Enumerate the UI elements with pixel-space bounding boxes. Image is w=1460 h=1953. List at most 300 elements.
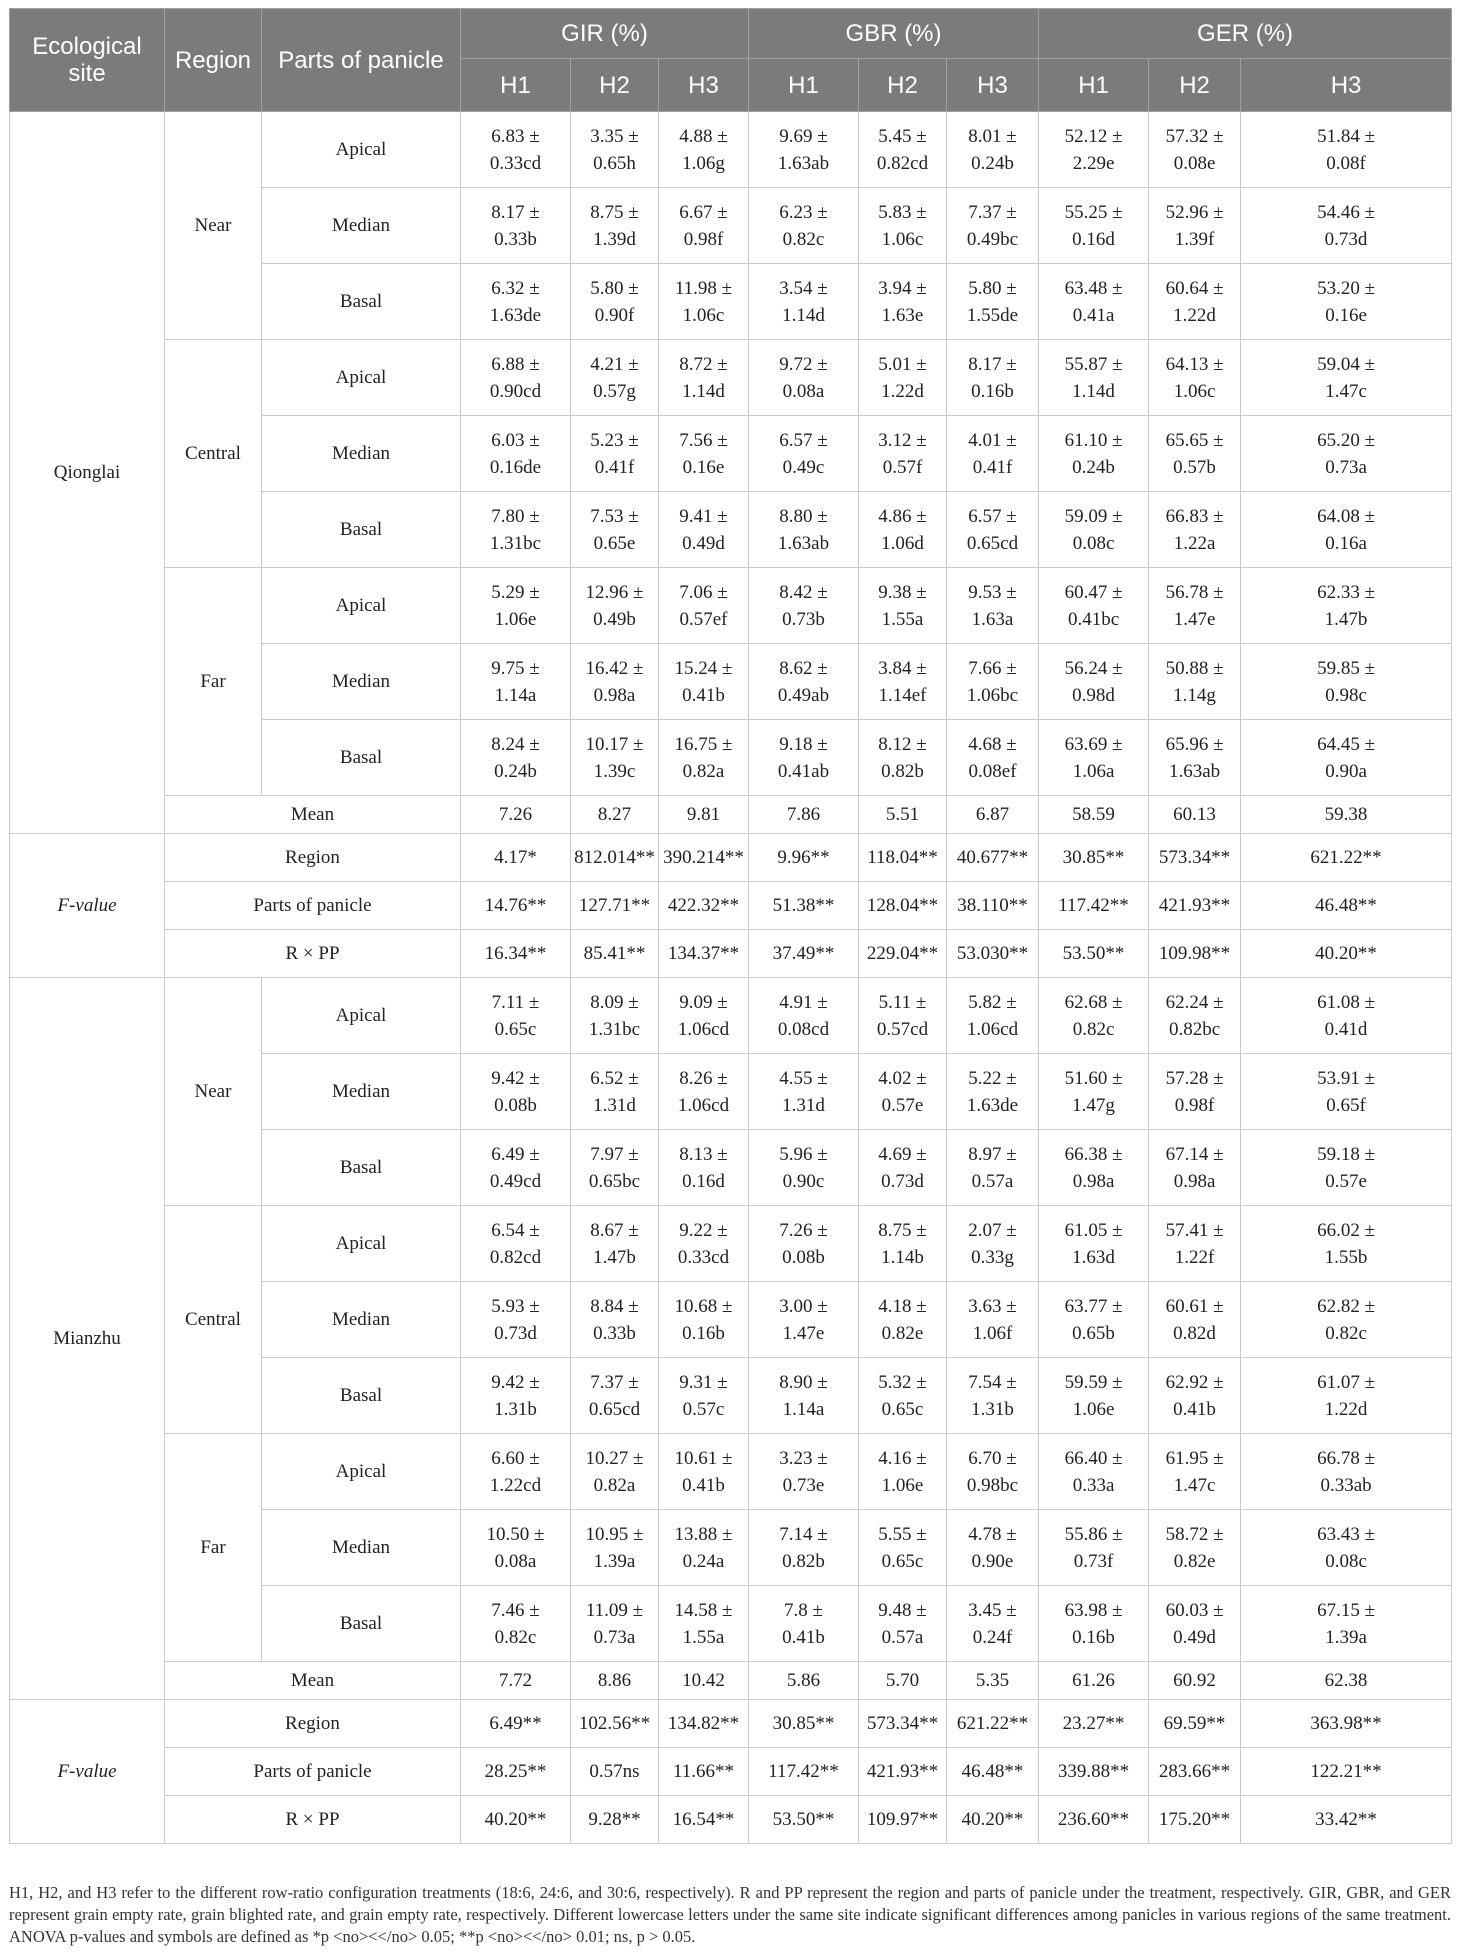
- fvalue-value-cell: 134.37**: [659, 930, 749, 978]
- value-cell: 5.82 ± 1.06cd: [947, 978, 1039, 1054]
- value-cell: 63.48 ± 0.41a: [1039, 264, 1149, 340]
- fvalue-value-cell: 85.41**: [571, 930, 659, 978]
- fvalue-value-cell: 53.030**: [947, 930, 1039, 978]
- value-cell: 5.93 ± 0.73d: [461, 1282, 571, 1358]
- value-cell: 10.61 ± 0.41b: [659, 1434, 749, 1510]
- panicle-part-cell: Apical: [262, 1434, 461, 1510]
- fvalue-factor-cell: Parts of panicle: [165, 1748, 461, 1796]
- value-cell: 4.68 ± 0.08ef: [947, 720, 1039, 796]
- mean-value-cell: 9.81: [659, 796, 749, 834]
- fvalue-value-cell: 117.42**: [1039, 882, 1149, 930]
- fvalue-value-cell: 4.17*: [461, 834, 571, 882]
- value-cell: 4.21 ± 0.57g: [571, 340, 659, 416]
- fvalue-value-cell: 23.27**: [1039, 1700, 1149, 1748]
- value-cell: 5.45 ± 0.82cd: [859, 112, 947, 188]
- value-cell: 7.54 ± 1.31b: [947, 1358, 1039, 1434]
- value-cell: 9.53 ± 1.63a: [947, 568, 1039, 644]
- value-cell: 6.60 ± 1.22cd: [461, 1434, 571, 1510]
- mean-value-cell: 8.27: [571, 796, 659, 834]
- value-cell: 61.05 ± 1.63d: [1039, 1206, 1149, 1282]
- mean-value-cell: 58.59: [1039, 796, 1149, 834]
- value-cell: 8.17 ± 0.33b: [461, 188, 571, 264]
- value-cell: 7.14 ± 0.82b: [749, 1510, 859, 1586]
- value-cell: 8.12 ± 0.82b: [859, 720, 947, 796]
- value-cell: 9.48 ± 0.57a: [859, 1586, 947, 1662]
- region-cell: Central: [165, 340, 262, 568]
- value-cell: 10.50 ± 0.08a: [461, 1510, 571, 1586]
- value-cell: 60.03 ± 0.49d: [1149, 1586, 1241, 1662]
- mean-label-cell: Mean: [165, 1662, 461, 1700]
- value-cell: 50.88 ± 1.14g: [1149, 644, 1241, 720]
- value-cell: 59.04 ± 1.47c: [1241, 340, 1452, 416]
- fvalue-value-cell: 621.22**: [1241, 834, 1452, 882]
- value-cell: 3.54 ± 1.14d: [749, 264, 859, 340]
- value-cell: 4.69 ± 0.73d: [859, 1130, 947, 1206]
- fvalue-value-cell: 339.88**: [1039, 1748, 1149, 1796]
- value-cell: 16.42 ± 0.98a: [571, 644, 659, 720]
- fvalue-value-cell: 573.34**: [1149, 834, 1241, 882]
- value-cell: 3.45 ± 0.24f: [947, 1586, 1039, 1662]
- value-cell: 11.98 ± 1.06c: [659, 264, 749, 340]
- fvalue-value-cell: 390.214**: [659, 834, 749, 882]
- value-cell: 63.43 ± 0.08c: [1241, 1510, 1452, 1586]
- value-cell: 4.01 ± 0.41f: [947, 416, 1039, 492]
- value-cell: 4.02 ± 0.57e: [859, 1054, 947, 1130]
- value-cell: 61.10 ± 0.24b: [1039, 416, 1149, 492]
- value-cell: 4.86 ± 1.06d: [859, 492, 947, 568]
- header-treatment: H1: [749, 59, 859, 112]
- panicle-part-cell: Apical: [262, 978, 461, 1054]
- value-cell: 5.80 ± 1.55de: [947, 264, 1039, 340]
- value-cell: 3.63 ± 1.06f: [947, 1282, 1039, 1358]
- value-cell: 6.52 ± 1.31d: [571, 1054, 659, 1130]
- header-ecological-site: Ecological site: [10, 9, 165, 112]
- header-region: Region: [165, 9, 262, 112]
- value-cell: 55.25 ± 0.16d: [1039, 188, 1149, 264]
- mean-value-cell: 6.87: [947, 796, 1039, 834]
- header-parts-of-panicle: Parts of panicle: [262, 9, 461, 112]
- value-cell: 66.40 ± 0.33a: [1039, 1434, 1149, 1510]
- value-cell: 7.66 ± 1.06bc: [947, 644, 1039, 720]
- panicle-part-cell: Median: [262, 1054, 461, 1130]
- value-cell: 4.16 ± 1.06e: [859, 1434, 947, 1510]
- fvalue-value-cell: 40.20**: [947, 1796, 1039, 1844]
- value-cell: 7.56 ± 0.16e: [659, 416, 749, 492]
- fvalue-value-cell: 51.38**: [749, 882, 859, 930]
- panicle-part-cell: Median: [262, 188, 461, 264]
- value-cell: 64.13 ± 1.06c: [1149, 340, 1241, 416]
- fvalue-value-cell: 421.93**: [859, 1748, 947, 1796]
- value-cell: 9.41 ± 0.49d: [659, 492, 749, 568]
- fvalue-value-cell: 6.49**: [461, 1700, 571, 1748]
- value-cell: 3.00 ± 1.47e: [749, 1282, 859, 1358]
- fvalue-factor-cell: Parts of panicle: [165, 882, 461, 930]
- value-cell: 65.20 ± 0.73a: [1241, 416, 1452, 492]
- value-cell: 12.96 ± 0.49b: [571, 568, 659, 644]
- value-cell: 7.80 ± 1.31bc: [461, 492, 571, 568]
- value-cell: 5.11 ± 0.57cd: [859, 978, 947, 1054]
- header-group-gir: GIR (%): [461, 9, 749, 59]
- fvalue-value-cell: 9.96**: [749, 834, 859, 882]
- panicle-part-cell: Basal: [262, 264, 461, 340]
- value-cell: 8.17 ± 0.16b: [947, 340, 1039, 416]
- mean-value-cell: 60.92: [1149, 1662, 1241, 1700]
- value-cell: 7.06 ± 0.57ef: [659, 568, 749, 644]
- value-cell: 66.38 ± 0.98a: [1039, 1130, 1149, 1206]
- value-cell: 7.97 ± 0.65bc: [571, 1130, 659, 1206]
- fvalue-value-cell: 11.66**: [659, 1748, 749, 1796]
- header-treatment: H3: [947, 59, 1039, 112]
- value-cell: 7.53 ± 0.65e: [571, 492, 659, 568]
- fvalue-value-cell: 16.54**: [659, 1796, 749, 1844]
- mean-value-cell: 59.38: [1241, 796, 1452, 834]
- fvalue-value-cell: 40.677**: [947, 834, 1039, 882]
- panicle-part-cell: Median: [262, 416, 461, 492]
- panicle-part-cell: Basal: [262, 1130, 461, 1206]
- panicle-part-cell: Basal: [262, 720, 461, 796]
- fvalue-value-cell: 363.98**: [1241, 1700, 1452, 1748]
- value-cell: 5.55 ± 0.65c: [859, 1510, 947, 1586]
- fvalue-value-cell: 69.59**: [1149, 1700, 1241, 1748]
- header-group-ger: GER (%): [1039, 9, 1452, 59]
- fvalue-value-cell: 37.49**: [749, 930, 859, 978]
- value-cell: 3.84 ± 1.14ef: [859, 644, 947, 720]
- value-cell: 6.57 ± 0.49c: [749, 416, 859, 492]
- fvalue-value-cell: 128.04**: [859, 882, 947, 930]
- mean-value-cell: 62.38: [1241, 1662, 1452, 1700]
- region-cell: Far: [165, 568, 262, 796]
- fvalue-label-cell: F-value: [10, 1700, 165, 1844]
- value-cell: 54.46 ± 0.73d: [1241, 188, 1452, 264]
- fvalue-value-cell: 127.71**: [571, 882, 659, 930]
- value-cell: 8.75 ± 1.39d: [571, 188, 659, 264]
- value-cell: 66.78 ± 0.33ab: [1241, 1434, 1452, 1510]
- value-cell: 62.92 ± 0.41b: [1149, 1358, 1241, 1434]
- mean-value-cell: 10.42: [659, 1662, 749, 1700]
- value-cell: 14.58 ± 1.55a: [659, 1586, 749, 1662]
- fvalue-factor-cell: R × PP: [165, 930, 461, 978]
- value-cell: 66.83 ± 1.22a: [1149, 492, 1241, 568]
- value-cell: 52.96 ± 1.39f: [1149, 188, 1241, 264]
- value-cell: 10.17 ± 1.39c: [571, 720, 659, 796]
- fvalue-value-cell: 0.57ns: [571, 1748, 659, 1796]
- value-cell: 62.82 ± 0.82c: [1241, 1282, 1452, 1358]
- value-cell: 61.07 ± 1.22d: [1241, 1358, 1452, 1434]
- value-cell: 9.42 ± 1.31b: [461, 1358, 571, 1434]
- mean-value-cell: 7.86: [749, 796, 859, 834]
- fvalue-row: [10, 1700, 1452, 1748]
- fvalue-value-cell: 30.85**: [749, 1700, 859, 1748]
- value-cell: 59.18 ± 0.57e: [1241, 1130, 1452, 1206]
- mean-value-cell: 5.70: [859, 1662, 947, 1700]
- value-cell: 4.88 ± 1.06g: [659, 112, 749, 188]
- fvalue-value-cell: 175.20**: [1149, 1796, 1241, 1844]
- fvalue-value-cell: 16.34**: [461, 930, 571, 978]
- value-cell: 8.13 ± 0.16d: [659, 1130, 749, 1206]
- table-row: [10, 340, 1452, 416]
- fvalue-value-cell: 40.20**: [1241, 930, 1452, 978]
- header-group-gbr: GBR (%): [749, 9, 1039, 59]
- mean-row: [10, 1662, 1452, 1700]
- value-cell: 59.59 ± 1.06e: [1039, 1358, 1149, 1434]
- fvalue-value-cell: 118.04**: [859, 834, 947, 882]
- site-name-cell: Qionglai: [10, 112, 165, 834]
- fvalue-value-cell: 38.110**: [947, 882, 1039, 930]
- value-cell: 11.09 ± 0.73a: [571, 1586, 659, 1662]
- region-cell: Far: [165, 1434, 262, 1662]
- value-cell: 6.23 ± 0.82c: [749, 188, 859, 264]
- value-cell: 6.32 ± 1.63de: [461, 264, 571, 340]
- header-treatment: H2: [571, 59, 659, 112]
- fvalue-factor-cell: Region: [165, 1700, 461, 1748]
- panicle-part-cell: Basal: [262, 492, 461, 568]
- value-cell: 6.88 ± 0.90cd: [461, 340, 571, 416]
- value-cell: 9.42 ± 0.08b: [461, 1054, 571, 1130]
- fvalue-value-cell: 30.85**: [1039, 834, 1149, 882]
- fvalue-value-cell: 53.50**: [1039, 930, 1149, 978]
- fvalue-row: [10, 834, 1452, 882]
- value-cell: 8.26 ± 1.06cd: [659, 1054, 749, 1130]
- value-cell: 5.23 ± 0.41f: [571, 416, 659, 492]
- value-cell: 6.54 ± 0.82cd: [461, 1206, 571, 1282]
- fvalue-value-cell: 9.28**: [571, 1796, 659, 1844]
- fvalue-value-cell: 422.32**: [659, 882, 749, 930]
- value-cell: 10.95 ± 1.39a: [571, 1510, 659, 1586]
- value-cell: 63.98 ± 0.16b: [1039, 1586, 1149, 1662]
- value-cell: 10.27 ± 0.82a: [571, 1434, 659, 1510]
- value-cell: 5.29 ± 1.06e: [461, 568, 571, 644]
- value-cell: 4.91 ± 0.08cd: [749, 978, 859, 1054]
- value-cell: 63.69 ± 1.06a: [1039, 720, 1149, 796]
- fvalue-value-cell: 229.04**: [859, 930, 947, 978]
- value-cell: 8.09 ± 1.31bc: [571, 978, 659, 1054]
- value-cell: 6.70 ± 0.98bc: [947, 1434, 1039, 1510]
- value-cell: 4.18 ± 0.82e: [859, 1282, 947, 1358]
- value-cell: 64.45 ± 0.90a: [1241, 720, 1452, 796]
- value-cell: 56.24 ± 0.98d: [1039, 644, 1149, 720]
- mean-value-cell: 7.26: [461, 796, 571, 834]
- fvalue-label-cell: F-value: [10, 834, 165, 978]
- region-cell: Central: [165, 1206, 262, 1434]
- mean-label-cell: Mean: [165, 796, 461, 834]
- value-cell: 51.84 ± 0.08f: [1241, 112, 1452, 188]
- table-row: [10, 568, 1452, 644]
- value-cell: 58.72 ± 0.82e: [1149, 1510, 1241, 1586]
- value-cell: 5.83 ± 1.06c: [859, 188, 947, 264]
- value-cell: 4.55 ± 1.31d: [749, 1054, 859, 1130]
- region-cell: Near: [165, 112, 262, 340]
- value-cell: 5.01 ± 1.22d: [859, 340, 947, 416]
- fvalue-value-cell: 421.93**: [1149, 882, 1241, 930]
- header-treatment: H1: [461, 59, 571, 112]
- value-cell: 67.15 ± 1.39a: [1241, 1586, 1452, 1662]
- panicle-part-cell: Basal: [262, 1358, 461, 1434]
- value-cell: 57.41 ± 1.22f: [1149, 1206, 1241, 1282]
- fvalue-value-cell: 812.014**: [571, 834, 659, 882]
- value-cell: 59.09 ± 0.08c: [1039, 492, 1149, 568]
- panicle-part-cell: Median: [262, 1282, 461, 1358]
- value-cell: 52.12 ± 2.29e: [1039, 112, 1149, 188]
- value-cell: 5.80 ± 0.90f: [571, 264, 659, 340]
- fvalue-value-cell: 53.50**: [749, 1796, 859, 1844]
- fvalue-value-cell: 46.48**: [1241, 882, 1452, 930]
- value-cell: 62.24 ± 0.82bc: [1149, 978, 1241, 1054]
- value-cell: 55.87 ± 1.14d: [1039, 340, 1149, 416]
- value-cell: 8.75 ± 1.14b: [859, 1206, 947, 1282]
- fvalue-value-cell: 283.66**: [1149, 1748, 1241, 1796]
- value-cell: 7.37 ± 0.49bc: [947, 188, 1039, 264]
- value-cell: 2.07 ± 0.33g: [947, 1206, 1039, 1282]
- fvalue-factor-cell: Region: [165, 834, 461, 882]
- fvalue-value-cell: 102.56**: [571, 1700, 659, 1748]
- fvalue-value-cell: 109.98**: [1149, 930, 1241, 978]
- value-cell: 9.72 ± 0.08a: [749, 340, 859, 416]
- value-cell: 6.57 ± 0.65cd: [947, 492, 1039, 568]
- mean-value-cell: 5.35: [947, 1662, 1039, 1700]
- panicle-part-cell: Apical: [262, 568, 461, 644]
- value-cell: 6.49 ± 0.49cd: [461, 1130, 571, 1206]
- value-cell: 65.96 ± 1.63ab: [1149, 720, 1241, 796]
- value-cell: 66.02 ± 1.55b: [1241, 1206, 1452, 1282]
- value-cell: 9.69 ± 1.63ab: [749, 112, 859, 188]
- value-cell: 9.75 ± 1.14a: [461, 644, 571, 720]
- fvalue-factor-cell: R × PP: [165, 1796, 461, 1844]
- fvalue-value-cell: 33.42**: [1241, 1796, 1452, 1844]
- fvalue-row: [10, 1796, 1452, 1844]
- fvalue-value-cell: 236.60**: [1039, 1796, 1149, 1844]
- value-cell: 67.14 ± 0.98a: [1149, 1130, 1241, 1206]
- value-cell: 9.18 ± 0.41ab: [749, 720, 859, 796]
- fvalue-value-cell: 28.25**: [461, 1748, 571, 1796]
- fvalue-row: [10, 930, 1452, 978]
- value-cell: 8.72 ± 1.14d: [659, 340, 749, 416]
- value-cell: 8.84 ± 0.33b: [571, 1282, 659, 1358]
- table-footnote: H1, H2, and H3 refer to the different row-ratio configuration treatments (18:6, 24:6, and 30:6, respectively). R and PP represent the region and parts of panicle under the treatment, respectively. GIR, GBR, and GER represent grain empty rate, grain blighted rate, and grain empty rate, respectively. Different lowercase letters under the same site indicate significant differences among panicles in various regions of the same treatment. ANOVA p-values and symbols are defined as *p <no><</no> 0.05; **p <no><</no> 0.01; ns, p > 0.05.: [9, 1883, 1451, 1946]
- header-treatment: H2: [859, 59, 947, 112]
- value-cell: 8.42 ± 0.73b: [749, 568, 859, 644]
- value-cell: 13.88 ± 0.24a: [659, 1510, 749, 1586]
- mean-value-cell: 61.26: [1039, 1662, 1149, 1700]
- panicle-part-cell: Apical: [262, 340, 461, 416]
- value-cell: 7.37 ± 0.65cd: [571, 1358, 659, 1434]
- value-cell: 51.60 ± 1.47g: [1039, 1054, 1149, 1130]
- results-table: [9, 8, 1452, 1844]
- value-cell: 55.86 ± 0.73f: [1039, 1510, 1149, 1586]
- value-cell: 7.46 ± 0.82c: [461, 1586, 571, 1662]
- value-cell: 53.91 ± 0.65f: [1241, 1054, 1452, 1130]
- panicle-part-cell: Median: [262, 1510, 461, 1586]
- value-cell: 61.08 ± 0.41d: [1241, 978, 1452, 1054]
- value-cell: 60.64 ± 1.22d: [1149, 264, 1241, 340]
- fvalue-row: [10, 1748, 1452, 1796]
- region-cell: Near: [165, 978, 262, 1206]
- fvalue-value-cell: 134.82**: [659, 1700, 749, 1748]
- value-cell: 5.32 ± 0.65c: [859, 1358, 947, 1434]
- value-cell: 3.12 ± 0.57f: [859, 416, 947, 492]
- value-cell: 3.35 ± 0.65h: [571, 112, 659, 188]
- value-cell: 65.65 ± 0.57b: [1149, 416, 1241, 492]
- value-cell: 6.83 ± 0.33cd: [461, 112, 571, 188]
- value-cell: 8.67 ± 1.47b: [571, 1206, 659, 1282]
- fvalue-value-cell: 109.97**: [859, 1796, 947, 1844]
- value-cell: 9.38 ± 1.55a: [859, 568, 947, 644]
- fvalue-value-cell: 14.76**: [461, 882, 571, 930]
- panicle-part-cell: Apical: [262, 112, 461, 188]
- value-cell: 9.22 ± 0.33cd: [659, 1206, 749, 1282]
- value-cell: 6.67 ± 0.98f: [659, 188, 749, 264]
- panicle-part-cell: Basal: [262, 1586, 461, 1662]
- fvalue-value-cell: 117.42**: [749, 1748, 859, 1796]
- panicle-part-cell: Apical: [262, 1206, 461, 1282]
- fvalue-value-cell: 46.48**: [947, 1748, 1039, 1796]
- value-cell: 4.78 ± 0.90e: [947, 1510, 1039, 1586]
- value-cell: 62.33 ± 1.47b: [1241, 568, 1452, 644]
- fvalue-row: [10, 882, 1452, 930]
- value-cell: 60.47 ± 0.41bc: [1039, 568, 1149, 644]
- value-cell: 56.78 ± 1.47e: [1149, 568, 1241, 644]
- mean-value-cell: 60.13: [1149, 796, 1241, 834]
- site-name-cell: Mianzhu: [10, 978, 165, 1700]
- header-treatment: H3: [1241, 59, 1452, 112]
- value-cell: 62.68 ± 0.82c: [1039, 978, 1149, 1054]
- header-treatment: H1: [1039, 59, 1149, 112]
- value-cell: 8.01 ± 0.24b: [947, 112, 1039, 188]
- value-cell: 57.28 ± 0.98f: [1149, 1054, 1241, 1130]
- fvalue-value-cell: 573.34**: [859, 1700, 947, 1748]
- value-cell: 6.03 ± 0.16de: [461, 416, 571, 492]
- fvalue-value-cell: 122.21**: [1241, 1748, 1452, 1796]
- value-cell: 15.24 ± 0.41b: [659, 644, 749, 720]
- mean-row: [10, 796, 1452, 834]
- value-cell: 63.77 ± 0.65b: [1039, 1282, 1149, 1358]
- value-cell: 3.23 ± 0.73e: [749, 1434, 859, 1510]
- value-cell: 8.62 ± 0.49ab: [749, 644, 859, 720]
- value-cell: 53.20 ± 0.16e: [1241, 264, 1452, 340]
- fvalue-value-cell: 40.20**: [461, 1796, 571, 1844]
- value-cell: 7.11 ± 0.65c: [461, 978, 571, 1054]
- value-cell: 59.85 ± 0.98c: [1241, 644, 1452, 720]
- value-cell: 10.68 ± 0.16b: [659, 1282, 749, 1358]
- value-cell: 8.80 ± 1.63ab: [749, 492, 859, 568]
- value-cell: 8.24 ± 0.24b: [461, 720, 571, 796]
- header-treatment: H2: [1149, 59, 1241, 112]
- mean-value-cell: 5.51: [859, 796, 947, 834]
- mean-value-cell: 5.86: [749, 1662, 859, 1700]
- value-cell: 9.31 ± 0.57c: [659, 1358, 749, 1434]
- value-cell: 7.8 ± 0.41b: [749, 1586, 859, 1662]
- value-cell: 8.90 ± 1.14a: [749, 1358, 859, 1434]
- value-cell: 8.97 ± 0.57a: [947, 1130, 1039, 1206]
- value-cell: 64.08 ± 0.16a: [1241, 492, 1452, 568]
- fvalue-value-cell: 621.22**: [947, 1700, 1039, 1748]
- panicle-part-cell: Median: [262, 644, 461, 720]
- table-row: [10, 978, 1452, 1054]
- table-row: [10, 1434, 1452, 1510]
- value-cell: 3.94 ± 1.63e: [859, 264, 947, 340]
- value-cell: 5.22 ± 1.63de: [947, 1054, 1039, 1130]
- value-cell: 7.26 ± 0.08b: [749, 1206, 859, 1282]
- value-cell: 5.96 ± 0.90c: [749, 1130, 859, 1206]
- value-cell: 60.61 ± 0.82d: [1149, 1282, 1241, 1358]
- mean-value-cell: 8.86: [571, 1662, 659, 1700]
- value-cell: 61.95 ± 1.47c: [1149, 1434, 1241, 1510]
- table-row: [10, 112, 1452, 188]
- header-treatment: H3: [659, 59, 749, 112]
- value-cell: 57.32 ± 0.08e: [1149, 112, 1241, 188]
- value-cell: 16.75 ± 0.82a: [659, 720, 749, 796]
- value-cell: 9.09 ± 1.06cd: [659, 978, 749, 1054]
- mean-value-cell: 7.72: [461, 1662, 571, 1700]
